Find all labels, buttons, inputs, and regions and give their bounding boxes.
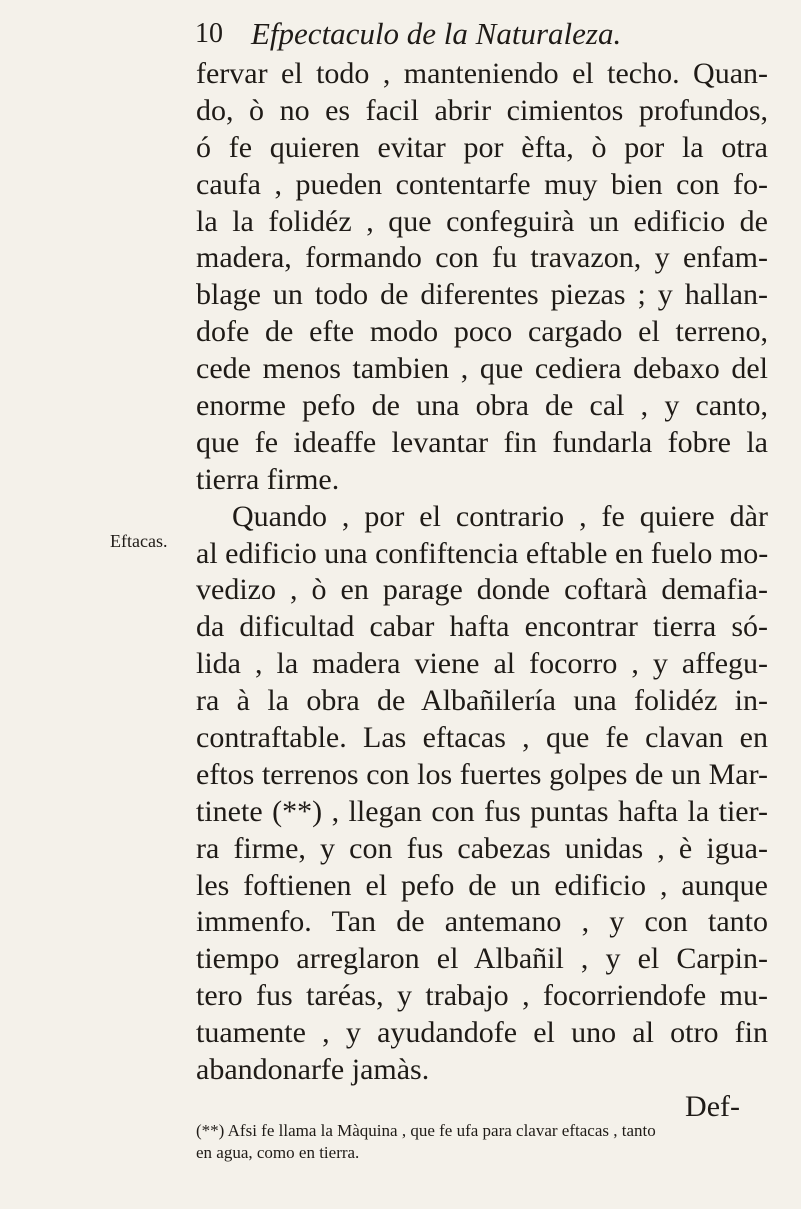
catchword: Def- bbox=[685, 1089, 740, 1123]
page-number: 10 bbox=[195, 18, 223, 49]
text-line: eftos terrenos con los fuertes golpes de un Mar- bbox=[196, 757, 768, 791]
text-line: lida , la madera viene al focorro , y affegu- bbox=[196, 647, 768, 681]
text-line: tinete (**) , llegan con fus puntas hafta la tier- bbox=[196, 794, 768, 828]
text-line: Quando , por el contrario , fe quiere dàr bbox=[232, 499, 768, 533]
text-line: caufa , pueden contentarfe muy bien con fo- bbox=[196, 167, 768, 201]
margin-note: Eftacas. bbox=[110, 531, 168, 551]
text-line: que fe ideaffe levantar fin fundarla fobre la bbox=[196, 425, 768, 459]
footnote-line: (**) Afsi fe llama la Màquina , que fe ufa para clavar eftacas , tanto bbox=[196, 1121, 656, 1140]
text-line: da dificultad cabar hafta encontrar tierra só- bbox=[196, 610, 768, 644]
footnote-line: en agua, como en tierra. bbox=[196, 1143, 360, 1162]
page-header bbox=[195, 14, 755, 54]
text-line: les foftienen el pefo de un edificio , aunque bbox=[196, 868, 768, 902]
text-line: cede menos tambien , que cediera debaxo del bbox=[196, 352, 768, 386]
text-line: blage un todo de diferentes piezas ; y hallan- bbox=[196, 278, 768, 312]
text-line: vedizo , ò en parage donde coftarà demafia- bbox=[196, 573, 768, 607]
text-line: fervar el todo , manteniendo el techo. Quan- bbox=[196, 57, 768, 90]
text-line: tuamente , y ayudandofe el uno al otro fin bbox=[196, 1016, 768, 1050]
text-line: immenfo. Tan de antemano , y con tanto bbox=[196, 905, 768, 939]
body-text bbox=[196, 56, 768, 1126]
text-line: madera, formando con fu travazon, y enfam- bbox=[196, 241, 768, 275]
text-line: contraftable. Las eftacas , que fe clavan en bbox=[196, 721, 768, 755]
text-line: abandonarfe jamàs. bbox=[196, 1053, 430, 1087]
text-line: dofe de efte modo poco cargado el terreno, bbox=[196, 315, 768, 349]
text-line: tiempo arreglaron el Albañil , y el Carpin- bbox=[196, 942, 768, 976]
text-line: ra firme, y con fus cabezas unidas , è igua- bbox=[196, 831, 768, 865]
running-title: Efpectaculo de la Naturaleza. bbox=[251, 16, 622, 51]
text-line: enorme pefo de una obra de cal , y canto, bbox=[196, 389, 768, 423]
text-line: ra à la obra de Albañilería una folidéz in- bbox=[196, 684, 768, 718]
text-line: la la folidéz , que confeguirà un edificio de bbox=[196, 204, 768, 238]
text-line: tierra firme. bbox=[196, 462, 340, 496]
text-line: do, ò no es facil abrir cimientos profundos, bbox=[196, 93, 768, 127]
text-line: al edificio una confiftencia eftable en fuelo mo- bbox=[196, 536, 768, 570]
text-line: ó fe quieren evitar por èfta, ò por la otra bbox=[196, 130, 768, 164]
footnote bbox=[196, 1120, 776, 1164]
text-line: tero fus taréas, y trabajo , focorriendofe mu- bbox=[196, 979, 768, 1013]
